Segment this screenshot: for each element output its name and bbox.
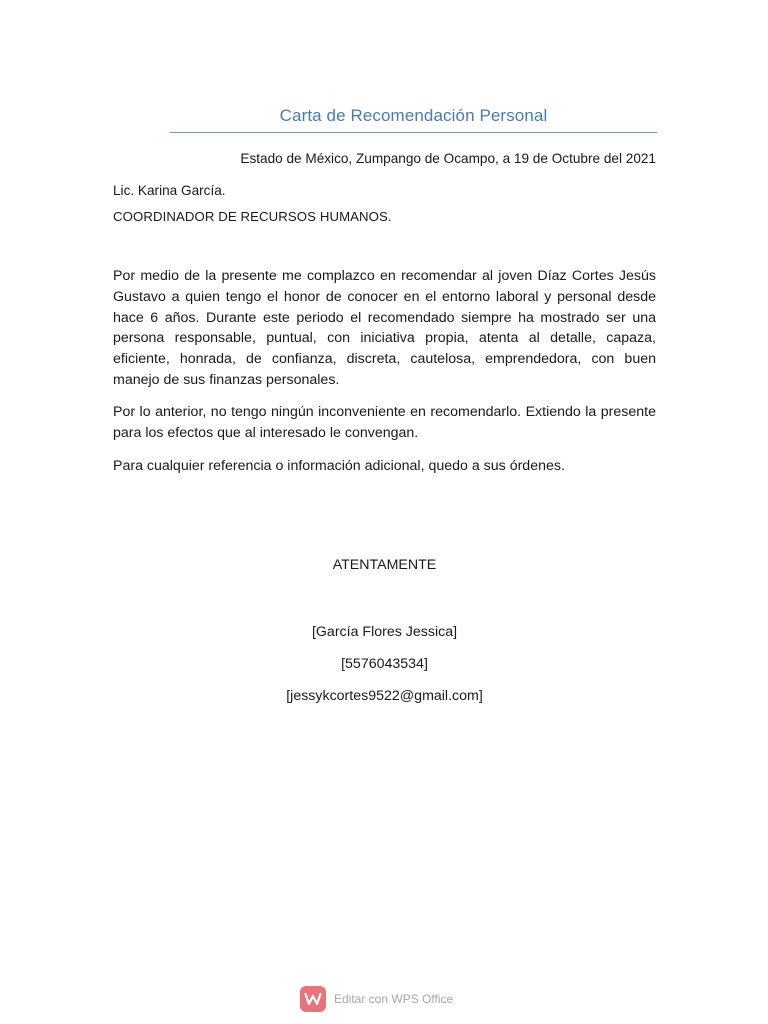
title-underline <box>170 132 657 133</box>
date-location-line: Estado de México, Zumpango de Ocampo, a 19 de Octubre del 2021 <box>240 151 656 166</box>
signature-phone: [5576043534] <box>341 656 428 672</box>
signature-email: [jessykcortes9522@gmail.com] <box>286 688 483 704</box>
closing-salutation: ATENTAMENTE <box>332 557 437 573</box>
edit-with-wps-button[interactable] <box>300 985 453 1013</box>
recipient-role: COORDINADOR DE RECURSOS HUMANOS. <box>113 209 392 224</box>
signature-name: [García Flores Jessica] <box>311 624 458 640</box>
wps-office-icon <box>300 986 326 1012</box>
paragraph-no-objection: Por lo anterior, no tengo ningún inconveniente en recomendarlo. Extiendo la presente para los efectos que al interesado le convengan. <box>113 404 656 441</box>
letter-title: Carta de Recomendación Personal <box>279 106 548 125</box>
edit-with-wps-label: Editar con WPS Office <box>334 992 454 1006</box>
paragraph-contact-offer: Para cualquier referencia o información adicional, quedo a sus órdenes. <box>113 458 565 474</box>
recipient-name: Lic. Karina García. <box>113 183 226 198</box>
paragraph-recommendation: Por medio de la presente me complazco en recomendar al joven Díaz Cortes Jesús Gustavo a quien tengo el honor de conocer en el entorno laboral y personal desde hace 6 años. Durante este periodo el recomendado siempre ha mostrado ser una persona responsable, puntual, con iniciativa propia, atenta al detalle, capaza, eficiente, honrada, de confianza, discreta, cautelosa, emprendedora, con buen manejo de sus finanzas personales. <box>113 268 656 388</box>
